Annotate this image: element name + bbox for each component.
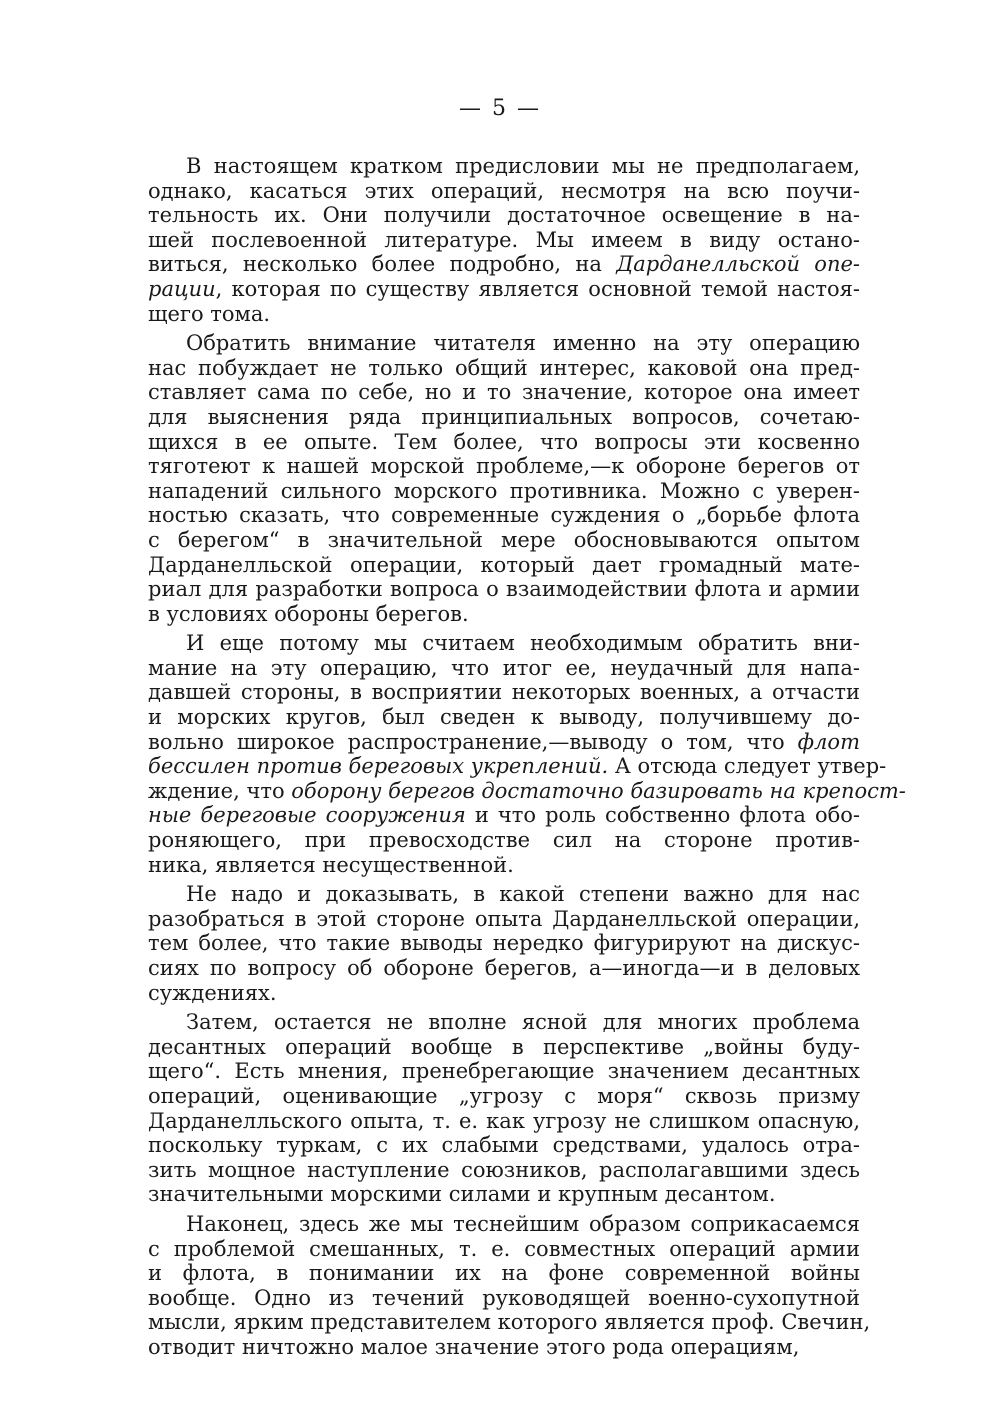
text-segment: поскольку туркам, с их слабыми средствами, удалось отра- (148, 1133, 860, 1158)
text-segment: роняющего, при превосходстве сил на стороне против- (148, 828, 860, 853)
text-line (148, 1182, 860, 1207)
text-segment: тельность их. Они получили достаточное освещение в на- (148, 203, 860, 228)
text-line (148, 454, 860, 479)
text-segment: ставляет сама по себе, но и то значение, которое она имеет (148, 380, 860, 405)
text-line (148, 553, 860, 578)
text-line (148, 430, 860, 455)
text-line (148, 656, 860, 681)
text-segment: отводит ничтожно малое значение этого рода операциям, (148, 1334, 800, 1359)
text-segment: бессилен против береговых укреплений. (148, 754, 609, 779)
text-segment: флот (797, 729, 860, 754)
text-line (148, 907, 860, 932)
text-line (148, 680, 860, 705)
text-line (148, 828, 860, 853)
text-segment: суждениях. (148, 980, 277, 1005)
text-line (148, 956, 860, 981)
text-line (148, 602, 860, 627)
text-segment: в условиях обороны берегов. (148, 601, 469, 626)
text-line (148, 1059, 860, 1084)
text-segment: десантных операций вообще в перспективе „войны буду- (148, 1034, 860, 1059)
text-line (148, 705, 860, 730)
text-segment: щего тома. (148, 301, 271, 326)
text-segment: и флота, в понимании их на фоне современной войны (148, 1261, 860, 1286)
text-segment: зить мощное наступление союзников, располагавшими здесь (148, 1157, 860, 1182)
body-text (148, 154, 906, 1365)
text-segment: И еще потому мы считаем необходимым обратить вни- (186, 631, 860, 656)
text-line (148, 503, 860, 528)
text-line (148, 331, 860, 356)
text-segment: Наконец, здесь же мы теснейшим образом соприкасаемся (186, 1211, 860, 1236)
text-segment: ника, является несущественной. (148, 852, 514, 877)
paragraph (148, 1211, 871, 1360)
text-segment: нападений сильного морского противника. Можно с уверен- (148, 478, 860, 503)
text-line (148, 356, 860, 381)
page-number: — 5 — (459, 96, 541, 121)
text-line (148, 803, 860, 828)
paragraph (148, 331, 860, 626)
text-segment: ностью сказать, что современные суждения о „борьбе флота (148, 503, 860, 528)
text-line (148, 1010, 860, 1035)
text-segment: вообще. Одно из течений руководящей военно-сухопутной (148, 1285, 860, 1310)
text-segment: мысли, ярким представителем которого является проф. Свечин, (148, 1310, 871, 1335)
text-line (148, 277, 860, 302)
text-line (148, 1335, 860, 1360)
text-line (148, 981, 860, 1006)
text-segment: рации (148, 276, 216, 301)
text-line (148, 1158, 860, 1183)
text-segment: В настоящем кратком предисловии мы не предполагаем, (186, 154, 860, 178)
text-segment: Дарданелльской операции, который дает громадный мате- (148, 552, 860, 577)
text-segment: однако, касаться этих операций, несмотря на всю поучи- (148, 178, 860, 203)
text-line (148, 577, 860, 602)
text-line (148, 203, 860, 228)
text-line (148, 252, 860, 277)
text-segment: с проблемой смешанных, т. е. совместных операций армии (148, 1236, 860, 1261)
text-segment: нас побуждает не только общий интерес, каковой она пред- (148, 355, 860, 380)
text-line (148, 1133, 860, 1158)
text-segment: Дарданелльского опыта, т. е. как угрозу не слишком опасную, (148, 1108, 860, 1133)
text-segment: и морских кругов, был сведен к выводу, получившему до- (148, 705, 860, 730)
text-segment: А отсюда следует утвер- (608, 754, 887, 779)
text-segment: давшей стороны, в восприятии некоторых военных, а отчасти (148, 680, 860, 705)
text-line (148, 1035, 860, 1060)
text-segment: тяготеют к нашей морской проблеме,—к обороне берегов от (148, 454, 860, 479)
text-segment: щихся в ее опыте. Тем более, что вопросы эти косвенно (148, 429, 860, 454)
text-segment: щего“. Есть мнения, пренебрегающие значением десантных (148, 1059, 860, 1084)
text-line (148, 1261, 860, 1286)
text-segment: для выяснения ряда принципиальных вопросов, сочетаю- (148, 404, 860, 429)
text-line (148, 1212, 860, 1237)
text-line (148, 380, 860, 405)
text-line (148, 154, 860, 179)
text-segment: виться, несколько более подробно, на (148, 252, 617, 277)
text-line (148, 882, 860, 907)
text-segment: риал для разработки вопроса о взаимодействии флота и армии (148, 577, 860, 602)
text-segment: разобраться в этой стороне опыта Дарданелльской операции, (148, 906, 860, 931)
paragraph (148, 1010, 860, 1207)
text-segment: сиях по вопросу об обороне берегов, а—иногда—и в деловых (148, 956, 860, 980)
text-line (148, 479, 860, 504)
paragraph (148, 154, 860, 326)
text-segment: Не надо и доказывать, в какой степени важно для нас (186, 882, 860, 907)
text-segment: мание на эту операцию, что итог ее, неудачный для напа- (148, 655, 860, 680)
text-line (148, 1237, 860, 1262)
text-line (148, 931, 860, 956)
text-segment: шей послевоенной литературе. Мы имеем в виду остано- (148, 227, 860, 252)
text-line (148, 528, 860, 553)
text-line (148, 778, 906, 804)
text-line (148, 631, 860, 656)
text-line (148, 730, 860, 755)
text-segment: и что роль собственно флота обо- (465, 803, 861, 828)
text-segment: ждение, что (148, 778, 292, 803)
text-line (148, 1109, 860, 1134)
text-segment: , которая по существу является основной темой настоя- (215, 276, 860, 301)
text-segment: тем более, что такие выводы нередко фигурируют на дискус- (148, 931, 860, 956)
text-line (148, 302, 860, 327)
text-line (148, 754, 887, 779)
text-segment: ные береговые сооружения (148, 803, 466, 828)
text-segment: Обратить внимание читателя именно на эту операцию (186, 331, 860, 356)
text-line (148, 853, 860, 878)
text-segment: Дарданелльской опе- (616, 252, 860, 277)
text-line (148, 179, 860, 204)
text-segment: Затем, остается не вполне ясной для многих проблема (186, 1010, 860, 1035)
text-segment: оборону берегов достаточно базировать на крепост- (291, 778, 906, 803)
text-segment: вольно широкое распространение,—выводу о том, что (148, 729, 798, 754)
text-segment: операций, оценивающие „угрозу с моря“ сквозь призму (148, 1083, 860, 1108)
text-segment: с берегом“ в значительной мере обосновываются опытом (148, 527, 860, 552)
text-line (148, 1286, 860, 1311)
paragraph (148, 882, 860, 1005)
text-line (148, 1310, 871, 1335)
text-line (148, 228, 860, 253)
text-line (148, 1084, 860, 1109)
text-segment: значительными морскими силами и крупным десантом. (148, 1182, 776, 1207)
text-line (148, 405, 860, 430)
paragraph (148, 631, 906, 877)
